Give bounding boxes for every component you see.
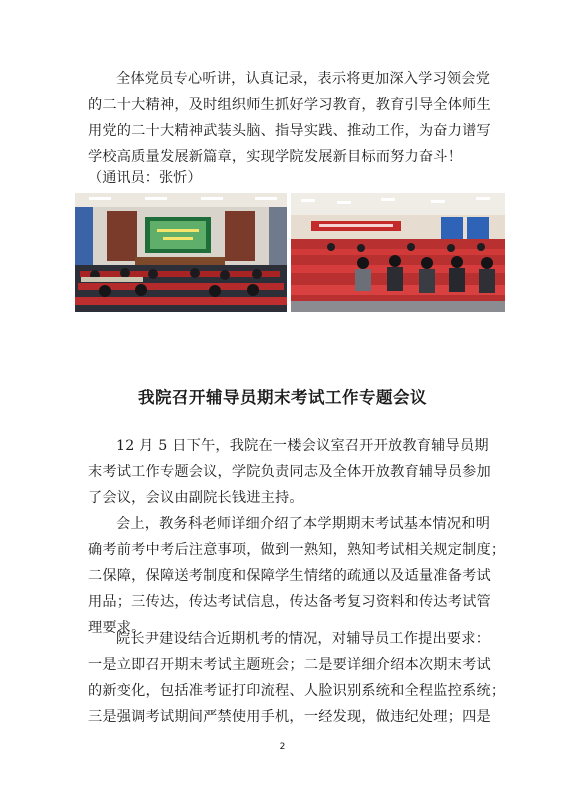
text-line: 的二十大精神，及时组织师生抓好学习教育，教育引导全体师生	[88, 97, 491, 113]
text-line: 院长尹建设结合近期机考的情况，对辅导员工作提出要求：	[116, 631, 491, 647]
article2-paragraph-3	[88, 626, 506, 730]
article2-paragraph-1	[88, 433, 491, 511]
text-line: 三是强调考试期间严禁使用手机，一经发现，做违纪处理；四是	[88, 709, 491, 725]
text-line: 理要求。	[88, 620, 146, 636]
text-line: 一是立即召开期末考试主题班会；二是要详细介绍本次期末考试	[88, 657, 491, 673]
text-line: 用党的二十大精神武装头脑、指导实践、推动工作，为奋力谱写	[88, 123, 491, 139]
text-line: 全体党员专心听讲，认真记录，表示将更加深入学习领会党	[116, 71, 491, 87]
text-line: 会上，教务科老师详细介绍了本学期期末考试基本情况和明	[116, 516, 491, 532]
text-line: 确考前考中考后注意事项，做到一熟知，熟知考试相关规定制度；	[88, 542, 506, 558]
article1-paragraph	[88, 66, 491, 170]
page-number: 2	[279, 742, 286, 752]
article-title: 我院召开辅导员期末考试工作专题会议	[138, 388, 427, 407]
text-line: 二保障，保障送考制度和保障学生情绪的疏通以及适量准备考试	[88, 568, 491, 584]
article2-paragraph-2	[88, 511, 506, 641]
text-line: 用品；三传达，传达考试信息，传达备考复习资料和传达考试管	[88, 594, 491, 610]
text-line: 了会议，会议由副院长钱进主持。	[88, 490, 304, 506]
correspondent-byline: （通讯员：张忻）	[88, 170, 202, 186]
meeting-hall-photo-icon	[75, 193, 287, 312]
text-line: 12 月 5 日下午，我院在一楼会议室召开开放教育辅导员期	[116, 438, 489, 454]
text-line: 末考试工作专题会议，学院负责同志及全体开放教育辅导员参加	[88, 464, 491, 480]
text-line: 的新变化，包括准考证打印流程、人脸识别系统和全程监控系统；	[88, 683, 506, 699]
text-line: 学校高质量发展新篇章，实现学院发展新目标而努力奋斗！	[88, 149, 463, 165]
audience-photo-icon	[291, 193, 505, 312]
